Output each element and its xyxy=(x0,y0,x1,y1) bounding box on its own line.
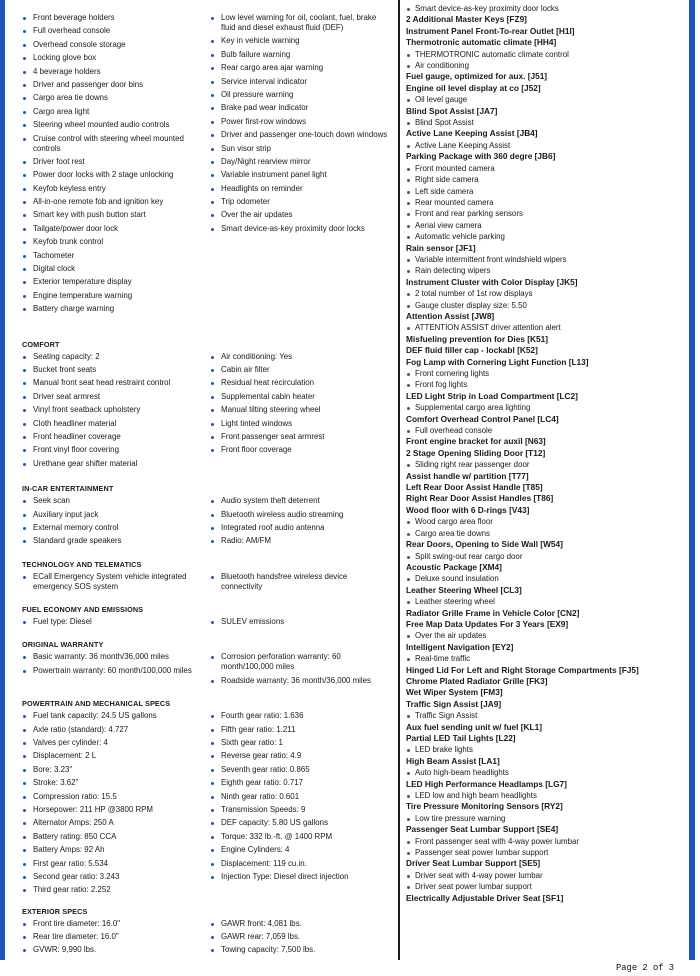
option-feature-item: THERMOTRONIC automatic climate control xyxy=(406,49,684,60)
feature-list-left xyxy=(22,13,210,318)
feature-item: Front tire diameter: 16.0" xyxy=(22,919,210,929)
option-package-title: Traffic Sign Assist [JA9] xyxy=(406,698,502,709)
feature-item: Engine Cylinders: 4 xyxy=(210,845,390,855)
spec-section xyxy=(22,340,392,473)
option-package-title: Partial LED Tail Lights [L22] xyxy=(406,733,516,743)
option-package-title: Chrome Plated Radiator Grille [FK3] xyxy=(406,675,548,686)
feature-list-right xyxy=(210,572,390,595)
installed-options-column xyxy=(406,3,684,904)
section-title: FUEL ECONOMY AND EMISSIONS xyxy=(22,605,144,615)
feature-list-left xyxy=(22,711,210,898)
feature-item: Bluetooth handsfree wireless device connectivity xyxy=(210,572,390,592)
feature-item: Power door locks with 2 stage unlocking xyxy=(22,170,210,180)
section-title: POWERTRAIN AND MECHANICAL SPECS xyxy=(22,699,171,709)
option-feature-item: Driver seat power lumbar support xyxy=(406,881,684,892)
feature-item: Integrated roof audio antenna xyxy=(210,523,390,533)
feature-item: Second gear ratio: 3.243 xyxy=(22,872,210,882)
option-package-title: Misfueling prevention for Dies [K51] xyxy=(406,333,548,344)
column-divider xyxy=(398,0,400,960)
feature-item: Keyfob trunk control xyxy=(22,237,210,247)
option-feature-item: Smart device-as-key proximity door locks xyxy=(406,3,684,14)
option-feature-item: Over the air updates xyxy=(406,630,684,641)
option-feature-item: Wood cargo area floor xyxy=(406,516,684,527)
feature-item: Front floor coverage xyxy=(210,445,390,455)
feature-list-left xyxy=(22,617,210,630)
option-feature-item: Sliding right rear passenger door xyxy=(406,459,684,470)
feature-list-right xyxy=(210,652,390,689)
option-feature-item: Deluxe sound insulation xyxy=(406,573,684,584)
feature-item: Driver and passenger one-touch down windows xyxy=(210,130,390,140)
feature-item: Engine temperature warning xyxy=(22,291,210,301)
option-feature-item: Leather steering wheel xyxy=(406,596,684,607)
feature-item: Front beverage holders xyxy=(22,13,210,23)
feature-item: Torque: 332 lb.-ft. @ 1400 RPM xyxy=(210,832,390,842)
feature-item: Variable instrument panel light xyxy=(210,170,390,180)
option-feature-item: LED low and high beam headlights xyxy=(406,790,684,801)
option-package-title: Active Lane Keeping Assist [JB4] xyxy=(406,128,538,139)
feature-item: Supplemental cabin heater xyxy=(210,392,390,402)
option-package-title: High Beam Assist [LA1] xyxy=(406,755,500,766)
option-package-title: Aux fuel sending unit w/ fuel [KL1] xyxy=(406,721,542,732)
feature-item: Battery rating: 850 CCA xyxy=(22,832,210,842)
feature-item: Fuel type: Diesel xyxy=(22,617,210,627)
option-package-title: Hinged Lid For Left and Right Storage Compartments [FJ5] xyxy=(406,664,639,675)
feature-item: Injection Type: Diesel direct injection xyxy=(210,872,390,882)
feature-item: GAWR front: 4,081 lbs. xyxy=(210,919,390,929)
option-feature-item: Aerial view camera xyxy=(406,220,684,231)
option-feature-item: Front fog lights xyxy=(406,379,684,390)
option-feature-item: Left side camera xyxy=(406,186,684,197)
feature-item: Rear cargo area ajar warning xyxy=(210,63,390,73)
option-package-title: Intelligent Navigation [EY2] xyxy=(406,641,514,652)
option-feature-item: Gauge cluster display size: 5.50 xyxy=(406,300,684,311)
feature-item: Driver foot rest xyxy=(22,157,210,167)
feature-item: Trip odometer xyxy=(210,197,390,207)
feature-item: Cruise control with steering wheel mounted controls xyxy=(22,134,210,154)
right-accent-bar xyxy=(689,0,695,960)
feature-item: Smart device-as-key proximity door locks xyxy=(210,224,390,234)
feature-item: Tachometer xyxy=(22,251,210,261)
feature-item: Smart key with push button start xyxy=(22,210,210,220)
section-title: IN-CAR ENTERTAINMENT xyxy=(22,484,114,494)
option-package-title: LED Light Strip in Load Compartment [LC2] xyxy=(406,390,578,401)
section-title: TECHNOLOGY AND TELEMATICS xyxy=(22,559,142,569)
feature-item: Manual front seat head restraint control xyxy=(22,378,210,388)
feature-list-right xyxy=(210,919,390,959)
option-package-title: Blind Spot Assist [JA7] xyxy=(406,105,498,116)
feature-item: Low level warning for oil, coolant, fuel, brake fluid and diesel exhaust fluid (DEF) xyxy=(210,13,390,33)
feature-list-right xyxy=(210,617,390,630)
spec-section xyxy=(22,907,392,959)
option-feature-item: Blind Spot Assist xyxy=(406,117,684,128)
option-package-title: Radiator Grille Frame in Vehicle Color [CN2] xyxy=(406,607,580,618)
feature-item: Residual heat recirculation xyxy=(210,378,390,388)
option-feature-item: Front mounted camera xyxy=(406,163,684,174)
option-feature-item: Front cornering lights xyxy=(406,368,684,379)
option-feature-item: Low tire pressure warning xyxy=(406,813,684,824)
option-feature-item: Active Lane Keeping Assist xyxy=(406,140,684,151)
feature-list-left xyxy=(22,352,210,473)
feature-item: Ninth gear ratio: 0.601 xyxy=(210,792,390,802)
option-package-title: Instrument Panel Front-To-rear Outlet [H1I] xyxy=(406,25,575,36)
feature-item: Locking glove box xyxy=(22,53,210,63)
option-feature-item: Full overhead console xyxy=(406,425,684,436)
feature-item: Keyfob keyless entry xyxy=(22,184,210,194)
feature-item: Full overhead console xyxy=(22,26,210,36)
spec-section xyxy=(22,13,392,318)
feature-list-left xyxy=(22,919,210,959)
feature-list-right xyxy=(210,496,390,550)
option-package-title: Parking Package with 360 degre [JB6] xyxy=(406,151,556,162)
feature-item: External memory control xyxy=(22,523,210,533)
feature-item: Cloth headliner material xyxy=(22,419,210,429)
option-package-title: Wet Wiper System [FM3] xyxy=(406,687,503,698)
feature-item: Air conditioning: Yes xyxy=(210,352,390,362)
feature-item: Seventh gear ratio: 0.865 xyxy=(210,765,390,775)
option-package-title: Front engine bracket for auxil [N63] xyxy=(406,436,546,447)
feature-item: Cargo area tie downs xyxy=(22,93,210,103)
option-package-title: LED High Performance Headlamps [LG7] xyxy=(406,778,567,789)
feature-item: Auxiliary input jack xyxy=(22,510,210,520)
option-feature-item: Variable intermittent front windshield wipers xyxy=(406,254,684,265)
option-package-title: Free Map Data Updates For 3 Years [EX9] xyxy=(406,618,569,629)
option-package-title: Fuel gauge, optimized for aux. [J51] xyxy=(406,71,548,82)
feature-item: Seek scan xyxy=(22,496,210,506)
feature-item: Headlights on reminder xyxy=(210,184,390,194)
feature-item: Over the air updates xyxy=(210,210,390,220)
spec-section xyxy=(22,560,392,595)
feature-item: Day/Night rearview mirror xyxy=(210,157,390,167)
option-feature-item: Split swing-out rear cargo door xyxy=(406,551,684,562)
option-feature-item: Right side camera xyxy=(406,174,684,185)
option-package-title: 2 Stage Opening Sliding Door [T12] xyxy=(406,447,546,458)
option-feature-item: Rain detecting wipers xyxy=(406,265,684,276)
feature-list-left xyxy=(22,572,210,595)
option-feature-item: Cargo area tie downs xyxy=(406,528,684,539)
feature-item: Bulb failure warning xyxy=(210,50,390,60)
option-package-title: Rear Doors, Opening to Side Wall [W54] xyxy=(406,539,563,550)
feature-item: Eighth gear ratio: 0.717 xyxy=(210,778,390,788)
spec-section xyxy=(22,484,392,550)
option-package-title: Leather Steering Wheel [CL3] xyxy=(406,584,522,595)
feature-item: Transmission Speeds: 9 xyxy=(210,805,390,815)
feature-list-right xyxy=(210,13,390,318)
feature-item: Oil pressure warning xyxy=(210,90,390,100)
option-package-title: Electrically Adjustable Driver Seat [SF1] xyxy=(406,892,564,903)
option-package-title: Right Rear Door Assist Handles [T86] xyxy=(406,493,554,504)
feature-item: Horsepower: 211 HP @3800 RPM xyxy=(22,805,210,815)
option-package-title: 2 Additional Master Keys [FZ9] xyxy=(406,14,527,25)
feature-item: Alternator Amps: 250 A xyxy=(22,818,210,828)
feature-item: Driver and passenger door bins xyxy=(22,80,210,90)
option-feature-item: Supplemental cargo area lighting xyxy=(406,402,684,413)
feature-item: Light tinted windows xyxy=(210,419,390,429)
option-feature-item: Front passenger seat with 4-way power lumbar xyxy=(406,836,684,847)
option-package-title: Left Rear Door Assist Handle [T85] xyxy=(406,482,543,493)
feature-item: Tailgate/power door lock xyxy=(22,224,210,234)
feature-item: GVWR: 9,990 lbs. xyxy=(22,945,210,955)
option-package-title: Fog Lamp with Cornering Light Function [L13] xyxy=(406,356,589,367)
option-feature-item: ATTENTION ASSIST driver attention alert xyxy=(406,322,684,333)
option-feature-item: LED brake lights xyxy=(406,744,684,755)
feature-item: Rear tire diameter: 16.0" xyxy=(22,932,210,942)
section-title: EXTERIOR SPECS xyxy=(22,906,88,916)
feature-item: Compression ratio: 15.5 xyxy=(22,792,210,802)
feature-item: Front headliner coverage xyxy=(22,432,210,442)
feature-item: Sun visor strip xyxy=(210,144,390,154)
feature-item: Axle ratio (standard): 4.727 xyxy=(22,725,210,735)
feature-item: Valves per cylinder: 4 xyxy=(22,738,210,748)
feature-item: Front vinyl floor covering xyxy=(22,445,210,455)
page-number: Page 2 of 3 xyxy=(616,963,675,973)
feature-item: Exterior temperature display xyxy=(22,277,210,287)
option-feature-item: Driver seat with 4-way power lumbar xyxy=(406,870,684,881)
feature-item: Cabin air filter xyxy=(210,365,390,375)
feature-item: Radio: AM/FM xyxy=(210,536,390,546)
feature-item: Battery charge warning xyxy=(22,304,210,314)
feature-item: Digital clock xyxy=(22,264,210,274)
feature-item: Bore: 3.23" xyxy=(22,765,210,775)
feature-item: GAWR rear: 7,059 lbs. xyxy=(210,932,390,942)
option-feature-item: Traffic Sign Assist xyxy=(406,710,684,721)
option-package-title: Engine oil level display at co [J52] xyxy=(406,82,541,93)
option-package-title: Attention Assist [JW8] xyxy=(406,310,495,321)
feature-list-left xyxy=(22,496,210,550)
feature-item: Overhead console storage xyxy=(22,40,210,50)
spec-section xyxy=(22,640,392,689)
spec-section xyxy=(22,699,392,898)
feature-item: Bluetooth wireless audio streaming xyxy=(210,510,390,520)
spec-section xyxy=(22,605,392,630)
feature-item: Manual tilting steering wheel xyxy=(210,405,390,415)
option-package-title: Acoustic Package [XM4] xyxy=(406,561,502,572)
option-feature-item: 2 total number of 1st row displays xyxy=(406,288,684,299)
feature-item: ECall Emergency System vehicle integrated emergency SOS system xyxy=(22,572,210,592)
feature-item: 4 beverage holders xyxy=(22,67,210,77)
feature-item: Third gear ratio: 2.252 xyxy=(22,885,210,895)
feature-item: Urethane gear shifter material xyxy=(22,459,210,469)
feature-item: Steering wheel mounted audio controls xyxy=(22,120,210,130)
option-package-title: Assist handle w/ partition [T77] xyxy=(406,470,529,481)
feature-list-right xyxy=(210,711,390,898)
option-package-title: Tire Pressure Monitoring Sensors [RY2] xyxy=(406,801,563,812)
feature-item: Displacement: 119 cu.in. xyxy=(210,859,390,869)
option-package-title: Comfort Overhead Control Panel [LC4] xyxy=(406,413,559,424)
feature-item: Basic warranty: 36 month/36,000 miles xyxy=(22,652,210,662)
feature-item: All-in-one remote fob and ignition key xyxy=(22,197,210,207)
option-feature-item: Front and rear parking sensors xyxy=(406,208,684,219)
feature-item: Driver seat armrest xyxy=(22,392,210,402)
feature-item: Fuel tank capacity: 24.5 US gallons xyxy=(22,711,210,721)
feature-item: Audio system theft deterrent xyxy=(210,496,390,506)
option-package-title: Driver Seat Lumbar Support [SE5] xyxy=(406,858,541,869)
feature-item: Seating capacity: 2 xyxy=(22,352,210,362)
feature-item: Powertrain warranty: 60 month/100,000 miles xyxy=(22,666,210,676)
feature-item: Displacement: 2 L xyxy=(22,751,210,761)
feature-item: Stroke: 3.62" xyxy=(22,778,210,788)
option-package-title: Instrument Cluster with Color Display [JK5] xyxy=(406,276,578,287)
feature-item: Cargo area light xyxy=(22,107,210,117)
option-feature-item: Real-time traffic xyxy=(406,653,684,664)
feature-list-left xyxy=(22,652,210,689)
feature-item: Battery Amps: 92 Ah xyxy=(22,845,210,855)
feature-item: Towing capacity: 7,500 lbs. xyxy=(210,945,390,955)
feature-list-right xyxy=(210,352,390,473)
feature-item: Sixth gear ratio: 1 xyxy=(210,738,390,748)
option-feature-item: Passenger seat power lumbar support xyxy=(406,847,684,858)
feature-item: Bucket front seats xyxy=(22,365,210,375)
feature-item: Service interval indicator xyxy=(210,77,390,87)
option-package-title: Passenger Seat Lumbar Support [SE4] xyxy=(406,824,559,835)
option-feature-item: Rear mounted camera xyxy=(406,197,684,208)
feature-item: Corrosion perforation warranty: 60 month/100,000 miles xyxy=(210,652,390,672)
option-feature-item: Auto high-beam headlights xyxy=(406,767,684,778)
option-feature-item: Oil level gauge xyxy=(406,94,684,105)
feature-item: Roadside warranty: 36 month/36,000 miles xyxy=(210,676,390,686)
option-feature-item: Automatic vehicle parking xyxy=(406,231,684,242)
feature-item: Reverse gear ratio: 4.9 xyxy=(210,751,390,761)
option-package-title: DEF fluid filler cap - lockabl [K52] xyxy=(406,345,538,356)
feature-item: Front passenger seat armrest xyxy=(210,432,390,442)
standard-features-column xyxy=(22,3,392,959)
left-accent-bar xyxy=(0,0,5,960)
feature-item: Fifth gear ratio: 1.211 xyxy=(210,725,390,735)
feature-item: First gear ratio: 5.534 xyxy=(22,859,210,869)
feature-item: Key in vehicle warning xyxy=(210,36,390,46)
feature-item: DEF capacity: 5.80 US gallons xyxy=(210,818,390,828)
option-package-title: Rain sensor [JF1] xyxy=(406,242,476,253)
section-title: ORIGINAL WARRANTY xyxy=(22,640,104,650)
option-package-title: Thermotronic automatic climate [HH4] xyxy=(406,37,557,48)
feature-item: Vinyl front seatback upholstery xyxy=(22,405,210,415)
option-feature-item: Air conditioning xyxy=(406,60,684,71)
option-package-title: Wood floor with 6 D-rings [V43] xyxy=(406,504,530,515)
feature-item: Fourth gear ratio: 1.636 xyxy=(210,711,390,721)
feature-item: Standard grade speakers xyxy=(22,536,210,546)
feature-item: Brake pad wear indicator xyxy=(210,103,390,113)
feature-item: SULEV emissions xyxy=(210,617,390,627)
feature-item: Power first-row windows xyxy=(210,117,390,127)
section-title: COMFORT xyxy=(22,339,60,349)
